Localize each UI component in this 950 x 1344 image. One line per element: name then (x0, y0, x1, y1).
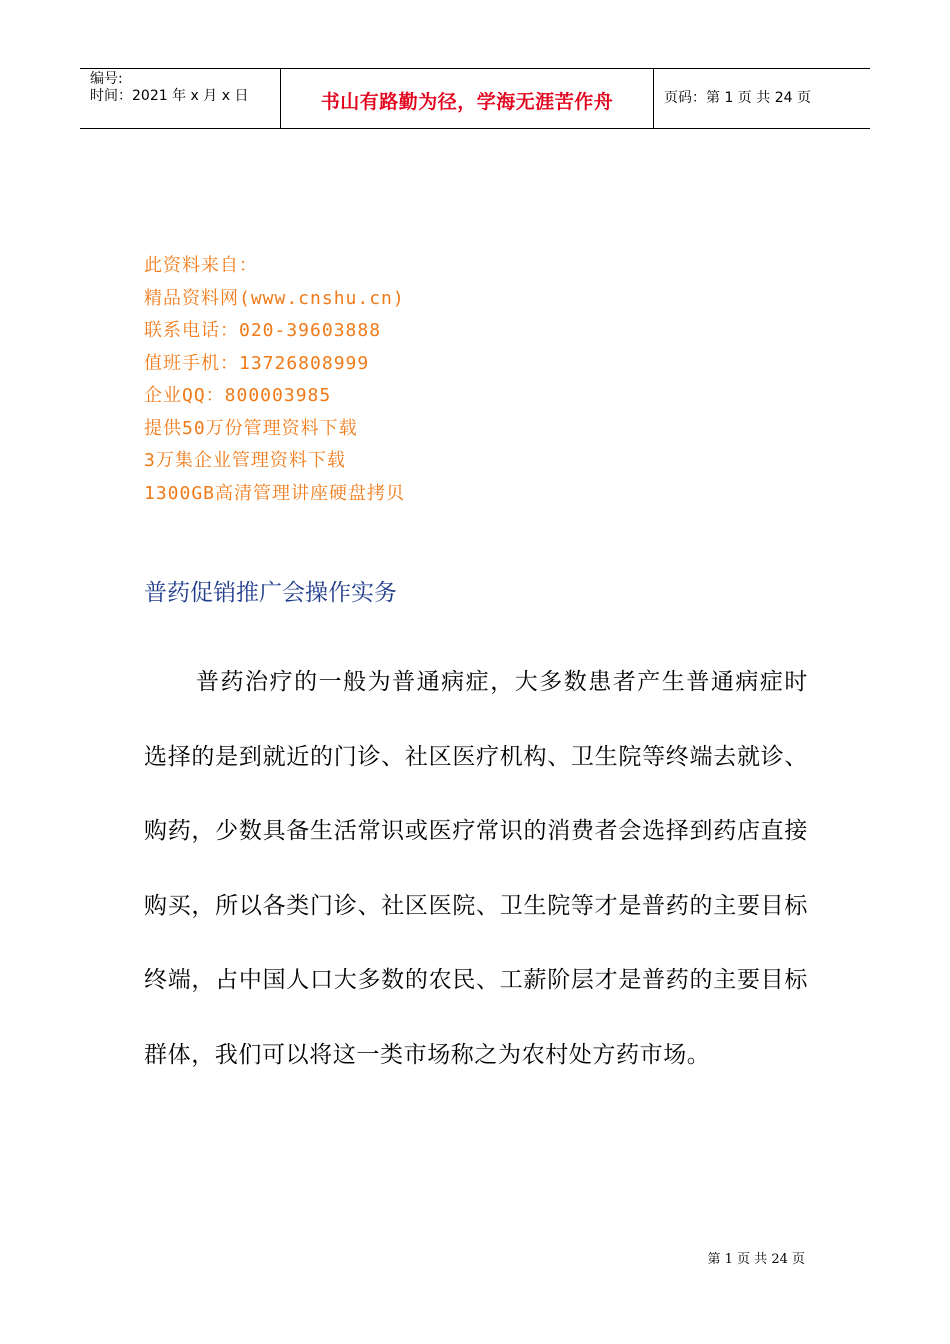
document-code-label: 编号: (90, 71, 123, 87)
info-line: 联系电话：020-39603888 (144, 320, 382, 341)
info-line: 精品资料网(www.cnshu.cn) (144, 287, 405, 309)
source-info-block (144, 250, 405, 510)
header-page-number: 页码：第 1 页 共 24 页 (664, 90, 811, 106)
info-line: 提供50万份管理资料下载 (144, 417, 358, 439)
info-line: 3万集企业管理资料下载 (144, 450, 346, 471)
page-footer: 第 1 页 共 24 页 (707, 1252, 805, 1267)
document-title: 普药促销推广会操作实务 (144, 580, 397, 606)
body-paragraph: 普药治疗的一般为普通病症，大多数患者产生普通病症时选择的是到就近的门诊、社区医疗机构、卫生院等终端去就诊、购药，少数具备生活常识或医疗常识的消费者会选择到药店直接购买，所以各类门诊、社区医院、卫生院等才是普药的主要目标终端，占中国人口大多数的农民、工薪阶层才是普药的主要目标群体，我们可以将这一类市场称之为农村处方药市场。 (144, 669, 808, 1068)
info-line: 值班手机：13726808999 (144, 352, 370, 374)
info-line: 企业QQ：800003985 (144, 385, 332, 406)
header-meta-cell (80, 69, 281, 128)
page-header (80, 68, 870, 129)
header-motto-cell (281, 69, 654, 128)
header-motto: 书山有路勤为径，学海无涯苦作舟 (320, 91, 614, 113)
document-time-label: 时间：2021 年 x 月 x 日 (90, 88, 249, 104)
info-line: 1300GB高清管理讲座硬盘拷贝 (144, 482, 406, 504)
info-line: 此资料来自： (144, 255, 258, 276)
header-page-cell (654, 69, 870, 128)
